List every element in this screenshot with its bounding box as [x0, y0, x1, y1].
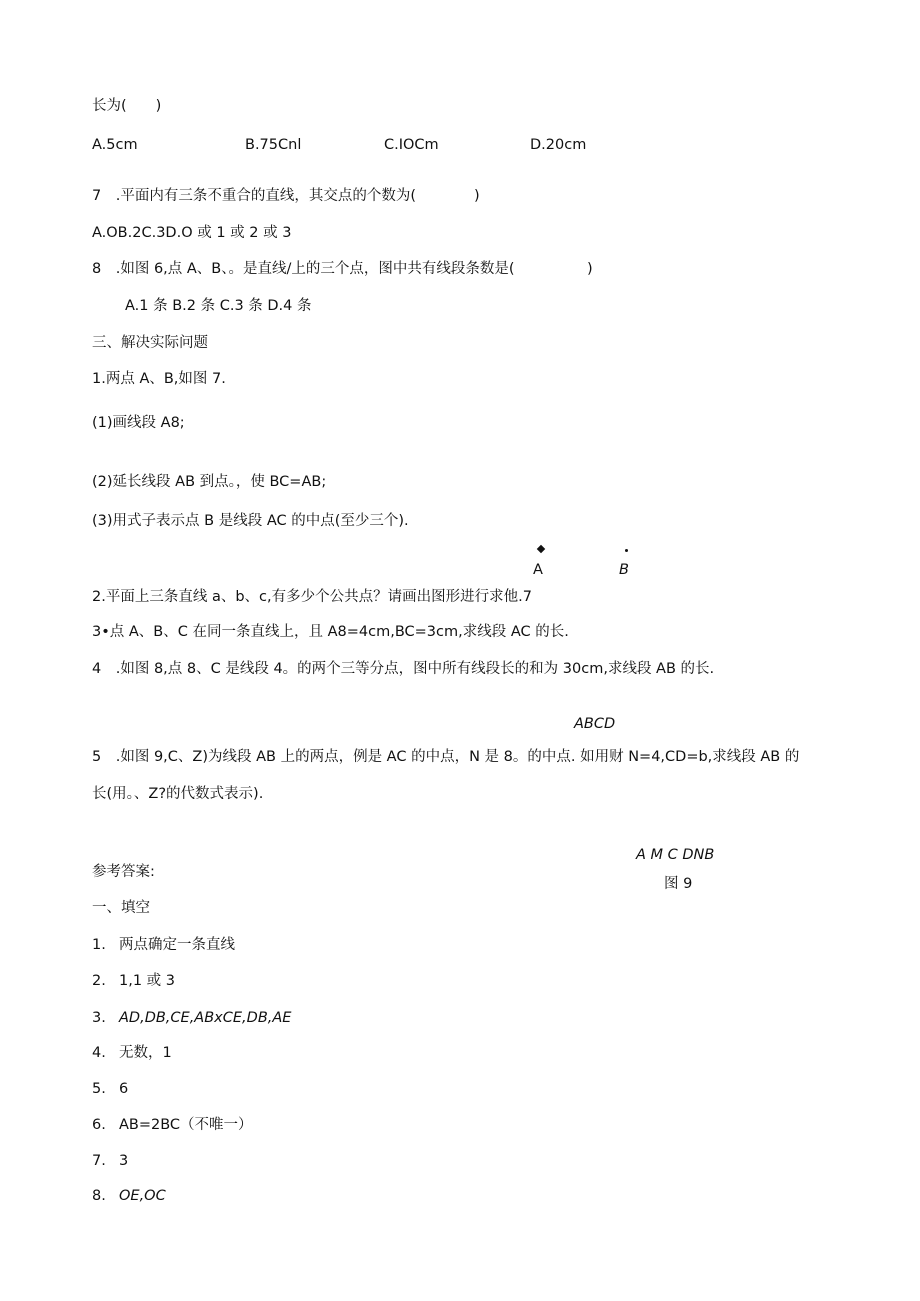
problem-1-part-3: (3)用式子表示点 B 是线段 AC 的中点(至少三个). — [92, 513, 409, 529]
answer-number: 8. — [92, 1188, 106, 1204]
answer-text: 无数，1 — [119, 1045, 172, 1061]
q7-options: A.OB.2C.3D.O 或 1 或 2 或 3 — [92, 225, 292, 241]
answer-text: AD,DB,CE,ABxCE,DB,AE — [119, 1010, 292, 1026]
problem-2: 2.平面上三条直线 a、b、c,有多少个公共点？请画出图形进行求他.7 — [92, 589, 532, 605]
problem-5-line1: 5 .如图 9,C、Z)为线段 AB 上的两点，例是 AC 的中点，N 是 8。的中点. 如用财 N=4,CD=b,求线段 AB 的 — [92, 749, 800, 765]
answer-number: 1. — [92, 937, 106, 953]
answer-text: 3 — [119, 1153, 129, 1169]
point-b-marker — [625, 549, 628, 552]
fig9-label: A M C DNB — [636, 847, 715, 863]
answer-text: OE,OC — [119, 1188, 166, 1204]
q8-options: A.1 条 B.2 条 C.3 条 D.4 条 — [125, 298, 312, 314]
q6-option-c: C.IOCm — [384, 137, 439, 153]
answer-text: AB=2BC（不唯一） — [119, 1117, 253, 1133]
q6-stem-tail: 长为( ) — [92, 98, 162, 114]
answer-number: 2. — [92, 973, 106, 989]
problem-1-part-1: (1)画线段 A8; — [92, 415, 185, 431]
problem-3: 3•点 A、B、C 在同一条直线上，且 A8=4cm,BC=3cm,求线段 AC 的长. — [92, 624, 569, 640]
problem-1-part-2: (2)延长线段 AB 到点。，使 BC=AB; — [92, 474, 327, 490]
answer-text: 6 — [119, 1081, 129, 1097]
answer-number: 4. — [92, 1045, 106, 1061]
q6-option-a: A.5cm — [92, 137, 138, 153]
problem-1: 1.两点 A、B,如图 7. — [92, 371, 226, 387]
answer-number: 3. — [92, 1010, 106, 1026]
answer-text: 两点确定一条直线 — [119, 937, 235, 953]
answer-number: 7. — [92, 1153, 106, 1169]
fig7-label-b: B — [619, 562, 629, 578]
point-a-marker — [537, 545, 545, 553]
problem-4: 4 .如图 8,点 8、C 是线段 4。的两个三等分点，图中所有线段长的和为 30cm,求线段 AB 的长. — [92, 661, 715, 677]
problem-5-line2: 长(用。、Z?的代数式表示). — [92, 786, 264, 802]
q6-option-b: B.75Cnl — [245, 137, 302, 153]
answers-section-1: 一、填空 — [92, 900, 150, 916]
answer-number: 6. — [92, 1117, 106, 1133]
fig7-label-a: A — [533, 562, 543, 578]
fig8-label: ABCD — [574, 716, 616, 732]
fig9-caption: 图 9 — [664, 876, 693, 892]
section3-title: 三、解决实际问题 — [92, 335, 208, 351]
answer-number: 5. — [92, 1081, 106, 1097]
q7-stem: 7 .平面内有三条不重合的直线，其交点的个数为( ) — [92, 188, 480, 204]
q8-stem: 8 .如图 6,点 A、B、。是直线/上的三个点，图中共有线段条数是( ) — [92, 261, 593, 277]
q6-option-d: D.20cm — [530, 137, 587, 153]
answer-text: 1,1 或 3 — [119, 973, 176, 989]
answers-title: 参考答案: — [92, 864, 155, 880]
